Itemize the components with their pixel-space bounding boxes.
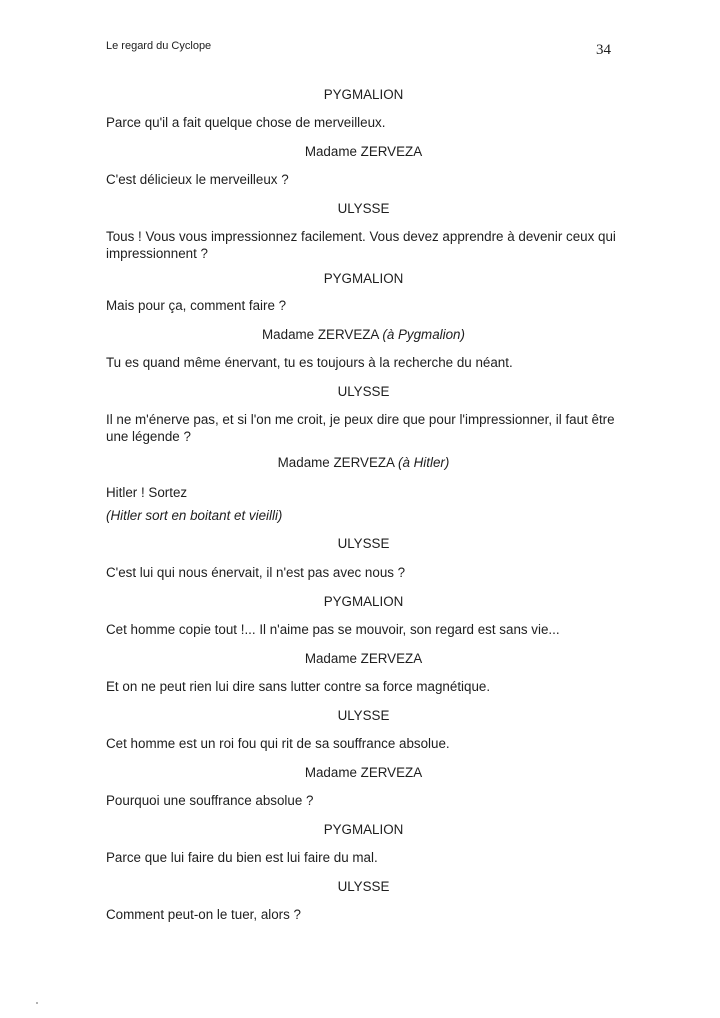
dialogue-line: Tu es quand même énervant, tu es toujours à la recherche du néant. [106,355,513,370]
dialogue-line: Cet homme est un roi fou qui rit de sa souffrance absolue. [106,736,450,751]
dialogue-line: Pourquoi une souffrance absolue ? [106,793,314,808]
stage-direction: (à Hitler) [397,455,450,470]
dialogue-line: Parce qu'il a fait quelque chose de merveilleux. [106,115,386,130]
dialogue-line: Hitler ! Sortez [106,485,188,500]
dialogue-line: Il ne m'énerve pas, et si l'on me croit, je peux dire que pour l'impressionner, il faut être une légende ? [106,412,615,444]
scan-speck [36,1002,38,1004]
speaker-name: Madame ZERVEZA (à Pygmalion) [262,327,465,342]
speaker-name: ULYSSE [337,384,390,399]
dialogue-line: Parce que lui faire du bien est lui faire du mal. [106,850,378,865]
speaker-name: PYGMALION [323,594,404,609]
dialogue-line: C'est délicieux le merveilleux ? [106,172,289,187]
speaker-name: Madame ZERVEZA [304,651,423,666]
dialogue-line: Comment peut-on le tuer, alors ? [106,907,302,922]
running-title: Le regard du Cyclope [106,40,212,52]
dialogue-line: Et on ne peut rien lui dire sans lutter contre sa force magnétique. [106,679,491,694]
speaker-name: PYGMALION [323,87,404,102]
page-number: 34 [596,42,611,58]
speaker-name: ULYSSE [337,708,390,723]
stage-direction: (Hitler sort en boitant et vieilli) [106,508,283,523]
speaker-name: Madame ZERVEZA (à Hitler) [277,455,450,470]
speaker-name: PYGMALION [323,271,404,286]
speaker-name: ULYSSE [337,879,390,894]
dialogue-line: C'est lui qui nous énervait, il n'est pas avec nous ? [106,565,406,580]
dialogue-line: Mais pour ça, comment faire ? [106,298,287,313]
speaker-name: ULYSSE [337,536,390,551]
stage-direction: (à Pygmalion) [382,327,465,342]
speaker-name: ULYSSE [337,201,390,216]
speaker-name: Madame ZERVEZA [304,765,423,780]
speaker-name: PYGMALION [323,822,404,837]
dialogue-line: Tous ! Vous vous impressionnez facilement. Vous devez apprendre à devenir ceux qui impressionnent ? [106,229,616,261]
speaker-name: Madame ZERVEZA [304,144,423,159]
dialogue-line: Cet homme copie tout !... Il n'aime pas se mouvoir, son regard est sans vie... [106,622,560,637]
